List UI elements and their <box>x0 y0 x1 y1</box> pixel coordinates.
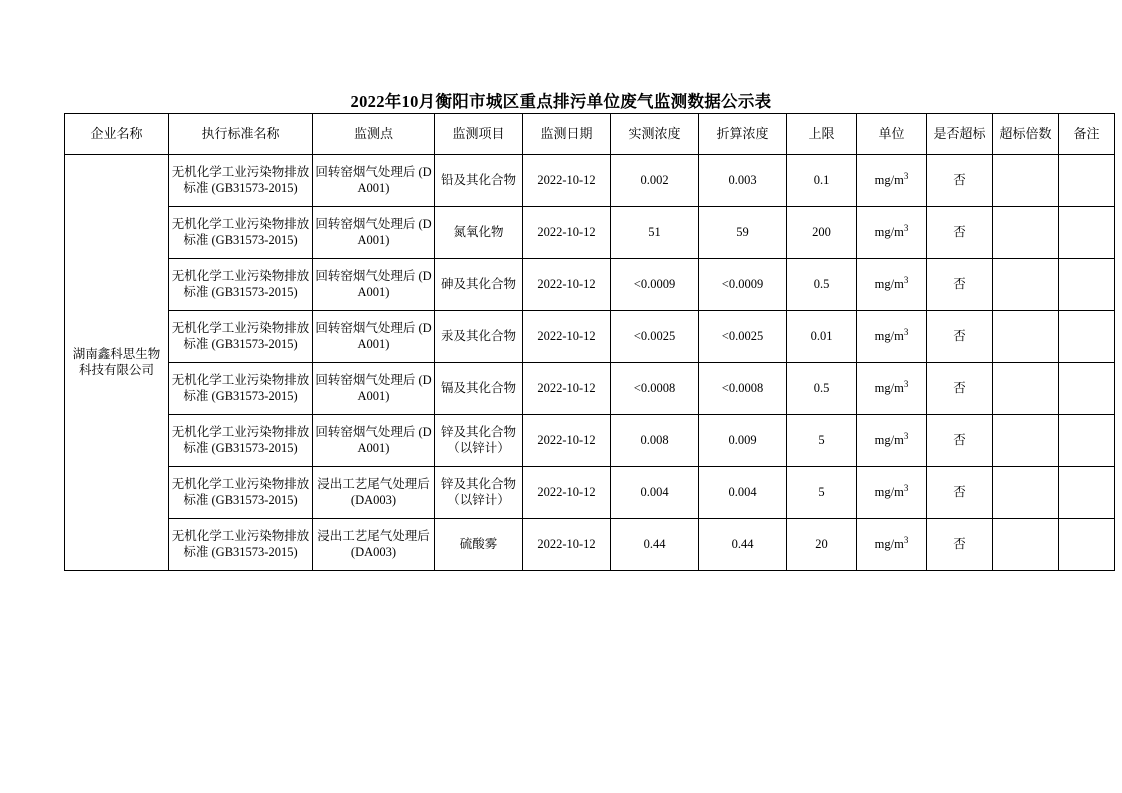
cell-standard: 无机化学工业污染物排放标准 (GB31573-2015) <box>169 519 313 571</box>
cell-exceed: 否 <box>927 519 993 571</box>
cell-converted: 0.44 <box>699 519 787 571</box>
cell-standard: 无机化学工业污染物排放标准 (GB31573-2015) <box>169 155 313 207</box>
table-row <box>65 363 1115 415</box>
cell-limit: 0.5 <box>787 259 857 311</box>
cell-measured: 0.008 <box>611 415 699 467</box>
cell-remark <box>1059 415 1115 467</box>
cell-item: 镉及其化合物 <box>435 363 523 415</box>
table-header <box>65 114 1115 155</box>
unit-exponent: 3 <box>903 170 909 181</box>
cell-point: 回转窑烟气处理后 (DA001) <box>313 155 435 207</box>
cell-limit: 5 <box>787 415 857 467</box>
unit-exponent: 3 <box>903 274 909 285</box>
col-header-exceed: 是否超标 <box>927 114 993 155</box>
cell-point: 浸出工艺尾气处理后 (DA003) <box>313 519 435 571</box>
cell-unit <box>857 467 927 519</box>
cell-multiple <box>993 415 1059 467</box>
cell-unit <box>857 519 927 571</box>
cell-unit <box>857 155 927 207</box>
cell-multiple <box>993 519 1059 571</box>
cell-remark <box>1059 467 1115 519</box>
cell-remark <box>1059 519 1115 571</box>
col-header-unit: 单位 <box>857 114 927 155</box>
cell-multiple <box>993 311 1059 363</box>
cell-limit: 5 <box>787 467 857 519</box>
cell-exceed: 否 <box>927 415 993 467</box>
unit-text: mg/m <box>874 380 904 395</box>
cell-standard: 无机化学工业污染物排放标准 (GB31573-2015) <box>169 311 313 363</box>
cell-date: 2022-10-12 <box>523 415 611 467</box>
cell-company: 湖南鑫科思生物科技有限公司 <box>65 155 169 571</box>
cell-item: 氮氧化物 <box>435 207 523 259</box>
cell-point: 回转窑烟气处理后 (DA001) <box>313 415 435 467</box>
cell-multiple <box>993 363 1059 415</box>
unit-text: mg/m <box>874 224 904 239</box>
cell-point: 回转窑烟气处理后 (DA001) <box>313 259 435 311</box>
cell-date: 2022-10-12 <box>523 467 611 519</box>
unit-exponent: 3 <box>903 430 909 441</box>
unit-text: mg/m <box>874 328 904 343</box>
cell-converted: <0.0008 <box>699 363 787 415</box>
unit-text: mg/m <box>874 172 904 187</box>
unit-exponent: 3 <box>903 482 909 493</box>
col-header-remark: 备注 <box>1059 114 1115 155</box>
cell-exceed: 否 <box>927 259 993 311</box>
cell-unit <box>857 415 927 467</box>
cell-point: 浸出工艺尾气处理后 (DA003) <box>313 467 435 519</box>
unit-exponent: 3 <box>903 534 909 545</box>
cell-measured: <0.0008 <box>611 363 699 415</box>
cell-remark <box>1059 363 1115 415</box>
cell-measured: 0.002 <box>611 155 699 207</box>
col-header-converted: 折算浓度 <box>699 114 787 155</box>
col-header-point: 监测点 <box>313 114 435 155</box>
cell-item: 硫酸雾 <box>435 519 523 571</box>
unit-exponent: 3 <box>903 378 909 389</box>
cell-exceed: 否 <box>927 155 993 207</box>
col-header-limit: 上限 <box>787 114 857 155</box>
cell-limit: 0.5 <box>787 363 857 415</box>
cell-remark <box>1059 155 1115 207</box>
table-row <box>65 311 1115 363</box>
cell-unit <box>857 207 927 259</box>
unit-text: mg/m <box>874 276 904 291</box>
cell-unit <box>857 363 927 415</box>
emission-data-table <box>64 113 1115 571</box>
col-header-multiple: 超标倍数 <box>993 114 1059 155</box>
cell-exceed: 否 <box>927 467 993 519</box>
cell-measured: 51 <box>611 207 699 259</box>
cell-remark <box>1059 311 1115 363</box>
cell-date: 2022-10-12 <box>523 207 611 259</box>
col-header-standard: 执行标准名称 <box>169 114 313 155</box>
cell-exceed: 否 <box>927 363 993 415</box>
table-header-row <box>65 114 1115 155</box>
cell-date: 2022-10-12 <box>523 363 611 415</box>
cell-converted: 0.009 <box>699 415 787 467</box>
col-header-company: 企业名称 <box>65 114 169 155</box>
cell-converted: <0.0025 <box>699 311 787 363</box>
cell-multiple <box>993 207 1059 259</box>
cell-measured: <0.0025 <box>611 311 699 363</box>
cell-unit <box>857 311 927 363</box>
cell-limit: 0.01 <box>787 311 857 363</box>
cell-point: 回转窑烟气处理后 (DA001) <box>313 207 435 259</box>
cell-converted: 0.003 <box>699 155 787 207</box>
cell-limit: 0.1 <box>787 155 857 207</box>
cell-exceed: 否 <box>927 207 993 259</box>
cell-date: 2022-10-12 <box>523 311 611 363</box>
cell-converted: 59 <box>699 207 787 259</box>
cell-standard: 无机化学工业污染物排放标准 (GB31573-2015) <box>169 207 313 259</box>
cell-standard: 无机化学工业污染物排放标准 (GB31573-2015) <box>169 363 313 415</box>
table-row <box>65 467 1115 519</box>
unit-text: mg/m <box>874 432 904 447</box>
unit-exponent: 3 <box>903 326 909 337</box>
unit-text: mg/m <box>874 536 904 551</box>
cell-standard: 无机化学工业污染物排放标准 (GB31573-2015) <box>169 259 313 311</box>
col-header-date: 监测日期 <box>523 114 611 155</box>
cell-converted: <0.0009 <box>699 259 787 311</box>
unit-exponent: 3 <box>903 222 909 233</box>
cell-item: 铅及其化合物 <box>435 155 523 207</box>
table-row <box>65 519 1115 571</box>
cell-converted: 0.004 <box>699 467 787 519</box>
cell-measured: <0.0009 <box>611 259 699 311</box>
cell-limit: 200 <box>787 207 857 259</box>
cell-remark <box>1059 259 1115 311</box>
table-row <box>65 415 1115 467</box>
cell-point: 回转窑烟气处理后 (DA001) <box>313 363 435 415</box>
col-header-measured: 实测浓度 <box>611 114 699 155</box>
cell-multiple <box>993 259 1059 311</box>
cell-date: 2022-10-12 <box>523 519 611 571</box>
cell-standard: 无机化学工业污染物排放标准 (GB31573-2015) <box>169 415 313 467</box>
unit-text: mg/m <box>874 484 904 499</box>
cell-measured: 0.44 <box>611 519 699 571</box>
table-row <box>65 207 1115 259</box>
table-body <box>65 155 1115 571</box>
cell-multiple <box>993 155 1059 207</box>
cell-measured: 0.004 <box>611 467 699 519</box>
cell-remark <box>1059 207 1115 259</box>
table-row <box>65 259 1115 311</box>
cell-standard: 无机化学工业污染物排放标准 (GB31573-2015) <box>169 467 313 519</box>
cell-multiple <box>993 467 1059 519</box>
cell-item: 锌及其化合物（以锌计） <box>435 467 523 519</box>
page-title: 2022年10月衡阳市城区重点排污单位废气监测数据公示表 <box>350 92 772 111</box>
cell-limit: 20 <box>787 519 857 571</box>
cell-item: 汞及其化合物 <box>435 311 523 363</box>
cell-point: 回转窑烟气处理后 (DA001) <box>313 311 435 363</box>
cell-date: 2022-10-12 <box>523 259 611 311</box>
cell-item: 砷及其化合物 <box>435 259 523 311</box>
col-header-item: 监测项目 <box>435 114 523 155</box>
cell-exceed: 否 <box>927 311 993 363</box>
table-row <box>65 155 1115 207</box>
cell-date: 2022-10-12 <box>523 155 611 207</box>
cell-item: 锌及其化合物（以锌计） <box>435 415 523 467</box>
cell-unit <box>857 259 927 311</box>
